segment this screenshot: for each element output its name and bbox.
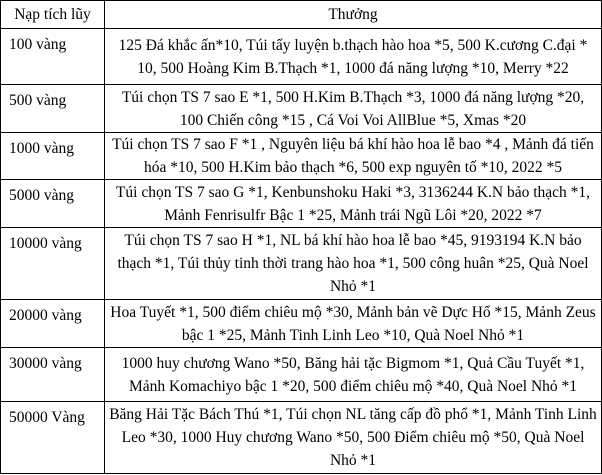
tier-amount: 100 vàng: [1, 29, 105, 85]
tier-reward: Túi chọn TS 7 sao G *1, Kenbunshoku Haki *3, 3136244 K.N bảo thạch *1, Mảnh Fenrisulfr Bậc 1 *25, Mảnh trái Ngũ Lôi *20, 2022 *7: [105, 180, 602, 228]
header-row: [1, 1, 602, 29]
tier-reward: Túi chọn TS 7 sao H *1, NL bá khí hào hoa lễ bao *45, 9193194 K.N bảo thạch *1, Túi thủy tinh thời trang hào hoa *1, 500 công huân *25, Quà Noel Nhỏ *1: [105, 228, 602, 300]
tier-reward: Hoa Tuyết *1, 500 điểm chiêu mộ *30, Mảnh bản vẽ Dực Hổ *15, Mảnh Zeus bậc 1 *25, Mảnh Tinh Linh Leo *10, Quà Noel Nhỏ *1: [105, 300, 602, 348]
header-tier: Nạp tích lũy: [1, 1, 105, 29]
table-row: [1, 85, 602, 133]
tier-amount: 5000 vàng: [1, 180, 105, 228]
table-row: [1, 402, 602, 474]
tier-reward: 125 Đá khắc ấn*10, Túi tẩy luyện b.thạch hào hoa *5, 500 K.cương C.đại * 10, 500 Hoàng Kim B.Thạch *1, 1000 đá năng lượng *10, Merry *22: [105, 29, 602, 85]
header-reward: Thưởng: [105, 1, 602, 29]
tier-amount: 30000 vàng: [1, 348, 105, 402]
tier-reward: Túi chọn TS 7 sao F *1 , Nguyên liệu bá khí hào hoa lễ bao *4 , Mảnh đá tiến hóa *10, 500 H.Kim bảo thạch *6, 500 exp nguyên tố *10, 2022 *5: [105, 133, 602, 180]
table-row: [1, 228, 602, 300]
tier-amount: 50000 Vàng: [1, 402, 105, 474]
tier-amount: 20000 vàng: [1, 300, 105, 348]
tier-amount: 10000 vàng: [1, 228, 105, 300]
tier-reward: Băng Hải Tặc Bách Thú *1, Túi chọn NL tăng cấp đồ phổ *1, Mảnh Tinh Linh Leo *30, 1000 Huy chương Wano *50, 500 Điểm chiêu mộ *50, Quà Noel Nhỏ *1: [105, 402, 602, 474]
tier-reward: Túi chọn TS 7 sao E *1, 500 H.Kim B.Thạch *3, 1000 đá năng lượng *20, 100 Chiến công *15 , Cá Voi Voi AllBlue *5, Xmas *20: [105, 85, 602, 133]
table-row: [1, 348, 602, 402]
tier-reward: 1000 huy chương Wano *50, Băng hải tặc Bigmom *1, Quả Cầu Tuyết *1, Mảnh Komachiyo bậc 1 *20, 500 điểm chiêu mộ *40, Quà Noel Nhỏ *1: [105, 348, 602, 402]
tier-amount: 1000 vàng: [1, 133, 105, 180]
table-row: [1, 300, 602, 348]
table-row: [1, 180, 602, 228]
tier-amount: 500 vàng: [1, 85, 105, 133]
table-row: [1, 29, 602, 85]
table-row: [1, 133, 602, 180]
